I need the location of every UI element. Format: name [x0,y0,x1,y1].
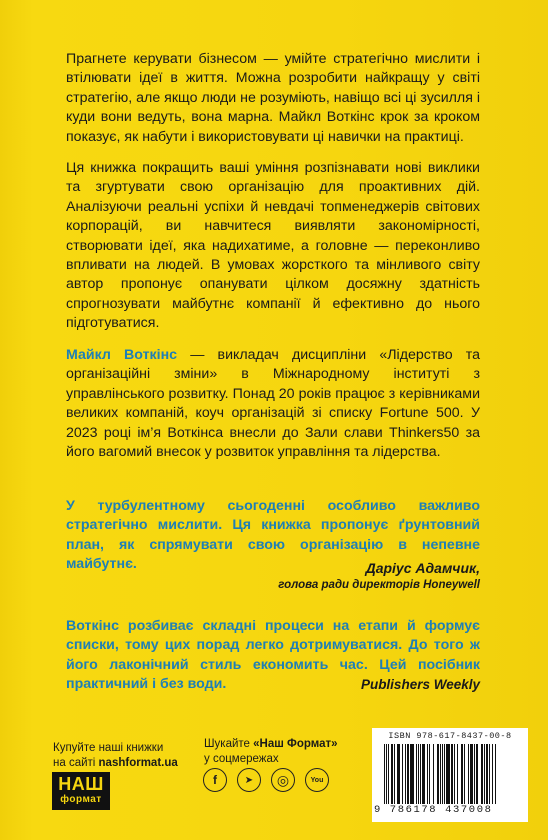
facebook-icon[interactable]: f [203,768,227,792]
author-bio-text: — викладач дисципліни «Лідерство та організаційні зміни» в Міжнародному інституті з управлінського розвитку. Понад 20 років працює з керівниками великих компаній, коуч організацій зі списку Fortune 500. У 2023 році ім’я Воткінса внесли до Зали слави Thinkers50 за його вагомий внесок у розвиток управління та лідерства. [66,347,480,461]
barcode-bar [496,744,497,804]
description-paragraph-2: Ця книжка покращить ваші уміння розпізнавати нові виклики та згуртувати свою організацію для проактивних дій. Аналізуючи реальні успіхи й невдачі топменеджерів світових корпорацій, ви навчитеся виявляти закономірності, створювати ідеї, яка надихатиме, а головне — переконливо впливати на людей. В умовах жорсткого та мінливого світу автор пропонує опанувати цілком досяжну здатність спрогнозувати майбутнє компанії й ефективно до нього підготуватися. [66,160,480,332]
author-bio [66,346,480,462]
buy-line-2-prefix: на сайті [53,757,99,769]
review-quote-1-role: голова ради директорів Honeywell [278,579,480,591]
publisher-site-link[interactable]: nashformat.ua [98,757,178,769]
publisher-logo-bottom: формат [60,794,102,805]
barcode-bars [384,744,522,804]
buy-info [53,741,178,771]
description-paragraph-1: Прагнете керувати бізнесом — умійте стратегічно мислити і втілювати ідеї в життя. Можна розробити найкращу у світі стратегію, але якщо люди не розуміють, навіщо всі ці зусилля і куди вони ведуть, вона марна. Майкл Воткінс крок за кроком показує, як набути і використовувати ці навички на практиці. [66,51,480,145]
publisher-logo-top: НАШ [58,774,104,794]
social-line-2: у соцмережах [204,753,279,765]
review-quote-1-author: Даріус Адамчик, [365,560,480,576]
isbn-number: ISBN 978-617-8437-00-8 [388,731,512,741]
barcode-box [372,728,528,822]
review-quote-2: Воткінс розбиває складні процеси на етапи й формує списки, тому цих порад легко дотримуватися. До того ж його лаконічний стиль економить час. Цей посібник практичний і без води. [66,618,480,693]
publisher-logo [52,772,110,810]
author-name: Майкл Воткінс [66,347,178,363]
barcode-digits: 9 786178 437008 [374,804,493,816]
telegram-icon[interactable]: ➤ [237,768,261,792]
social-brand: «Наш Формат» [253,738,338,750]
youtube-icon[interactable]: You [305,768,329,792]
review-quote-2-author: Publishers Weekly [360,677,480,692]
review-quote-1: У турбулентному сьогоденні особливо важливо стратегічно мислити. Ця книжка пропонує ґрунтовний план, як спрямувати свою організацію в непевне майбутнє. [66,498,480,573]
social-info [204,737,338,767]
buy-line-1: Купуйте наші книжки [53,742,164,754]
social-prefix: Шукайте [204,738,254,750]
instagram-icon[interactable]: ◎ [271,768,295,792]
